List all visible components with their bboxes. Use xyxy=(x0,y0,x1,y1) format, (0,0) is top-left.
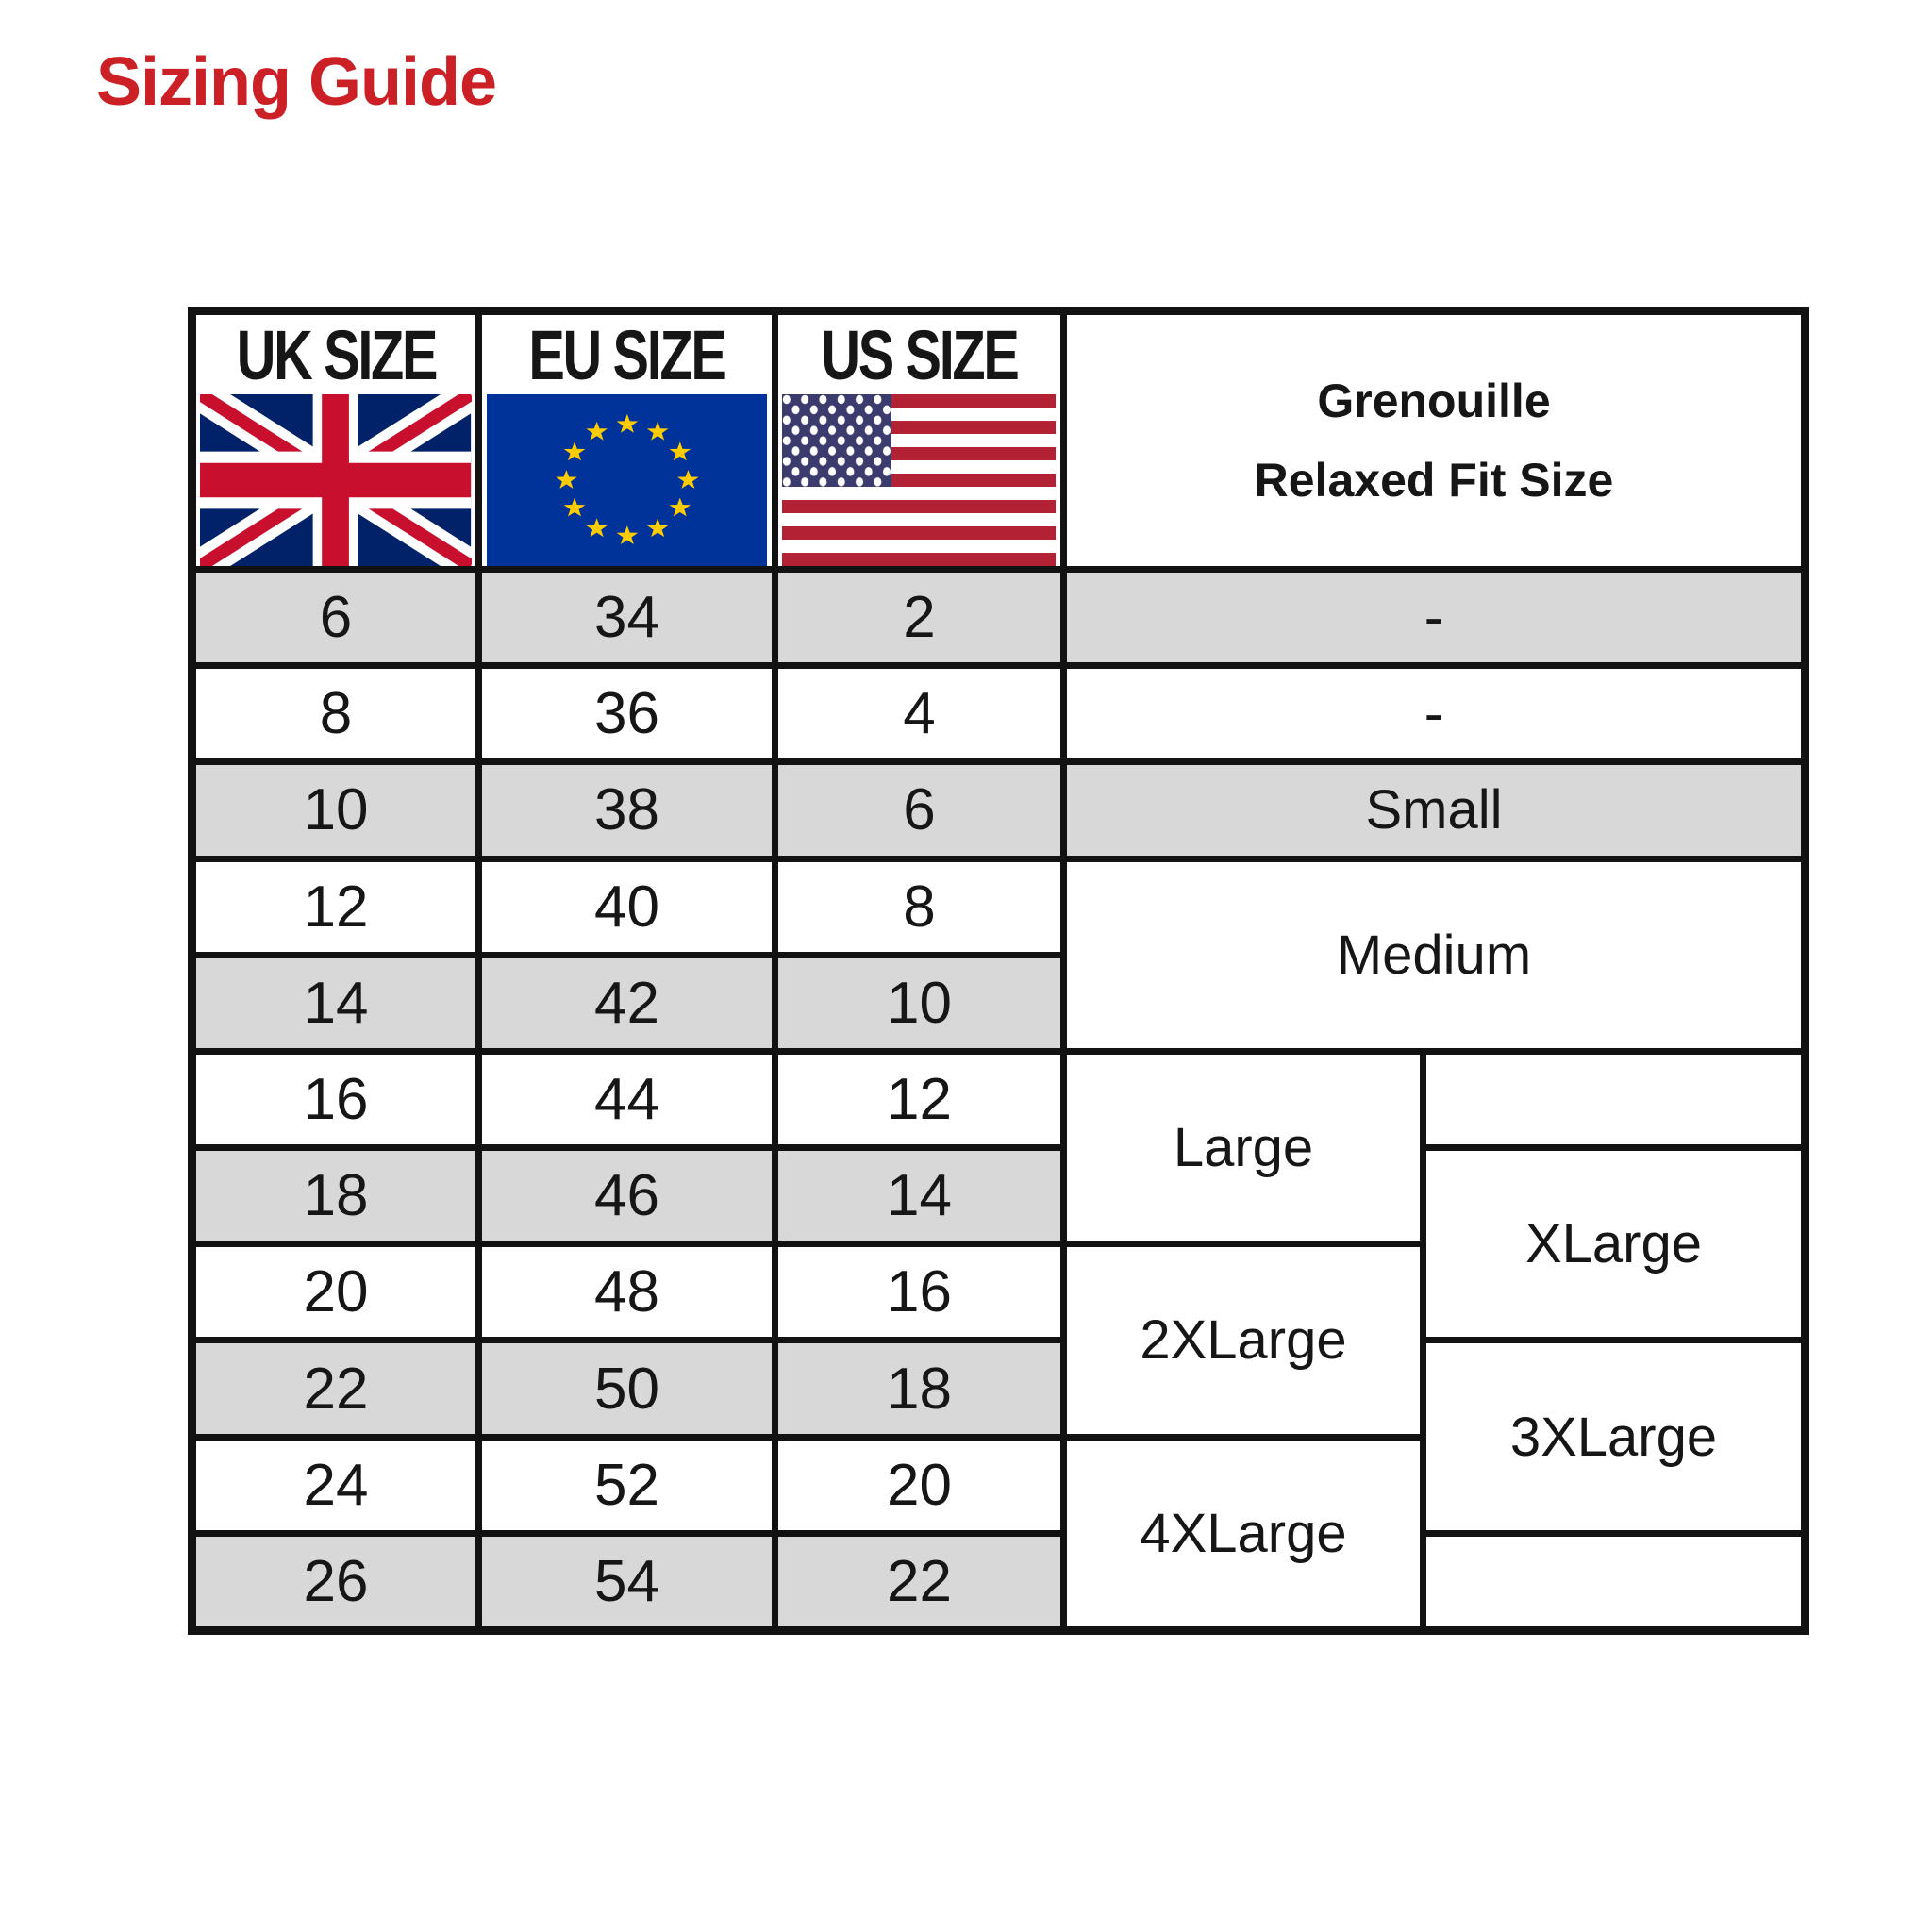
uk-size-cell: 18 xyxy=(196,1151,475,1241)
uk-size-cell: 14 xyxy=(196,958,475,1048)
us-size-cell: 8 xyxy=(778,862,1060,952)
us-size-cell: 16 xyxy=(778,1247,1060,1337)
us-size-header: US SIZE xyxy=(821,316,1018,394)
eu-size-cell: 44 xyxy=(482,1055,772,1144)
eu-size-cell: 54 xyxy=(482,1537,772,1626)
fit-cell-empty-top xyxy=(1426,1055,1801,1144)
uk-size-cell: 10 xyxy=(196,765,475,855)
uk-size-cell: 16 xyxy=(196,1055,475,1144)
header-cell-uk xyxy=(196,315,475,566)
us-size-cell: 14 xyxy=(778,1151,1060,1241)
fit-header-line2: Relaxed Fit Size xyxy=(1254,454,1614,507)
fit-cell-2xlarge: 2XLarge xyxy=(1067,1247,1420,1433)
fit-cell-medium: Medium xyxy=(1067,862,1801,1048)
eu-size-cell: 50 xyxy=(482,1343,772,1433)
uk-size-cell: 8 xyxy=(196,669,475,758)
page-title: Sizing Guide xyxy=(96,44,497,120)
uk-size-header: UK SIZE xyxy=(236,316,436,394)
uk-size-cell: 12 xyxy=(196,862,475,952)
us-size-cell: 20 xyxy=(778,1441,1060,1530)
eu-size-cell: 38 xyxy=(482,765,772,855)
uk-size-cell: 22 xyxy=(196,1343,475,1433)
us-size-cell: 18 xyxy=(778,1343,1060,1433)
header-cell-us xyxy=(778,315,1060,566)
us-size-cell: 10 xyxy=(778,958,1060,1048)
header-cell-eu xyxy=(482,315,772,566)
eu-size-cell: 36 xyxy=(482,669,772,758)
eu-size-cell: 52 xyxy=(482,1441,772,1530)
fit-header-line1: Grenouille xyxy=(1317,375,1551,427)
us-size-cell: 22 xyxy=(778,1537,1060,1626)
us-size-cell: 6 xyxy=(778,765,1060,855)
eu-flag-icon xyxy=(487,394,768,566)
uk-size-cell: 20 xyxy=(196,1247,475,1337)
fit-cell-large: Large xyxy=(1067,1055,1420,1241)
uk-size-cell: 26 xyxy=(196,1537,475,1626)
us-flag-icon xyxy=(782,394,1056,566)
fit-cell-4xlarge: 4XLarge xyxy=(1067,1441,1420,1626)
sizing-table xyxy=(188,307,1809,1635)
us-size-cell: 12 xyxy=(778,1055,1060,1144)
eu-size-cell: 48 xyxy=(482,1247,772,1337)
eu-size-header: EU SIZE xyxy=(528,316,725,394)
header-cell-fit xyxy=(1067,315,1801,566)
fit-cell-empty-bottom xyxy=(1426,1537,1801,1626)
us-size-cell: 2 xyxy=(778,573,1060,662)
fit-cell-dash-1: - xyxy=(1067,573,1801,662)
uk-size-cell: 24 xyxy=(196,1441,475,1530)
us-size-cell: 4 xyxy=(778,669,1060,758)
eu-size-cell: 34 xyxy=(482,573,772,662)
uk-size-cell: 6 xyxy=(196,573,475,662)
uk-flag-icon xyxy=(200,394,471,566)
fit-cell-dash-2: - xyxy=(1067,669,1801,758)
fit-cell-3xlarge: 3XLarge xyxy=(1426,1343,1801,1529)
eu-size-cell: 42 xyxy=(482,958,772,1048)
fit-cell-small: Small xyxy=(1067,765,1801,855)
eu-size-cell: 40 xyxy=(482,862,772,952)
fit-cell-xlarge: XLarge xyxy=(1426,1151,1801,1337)
eu-size-cell: 46 xyxy=(482,1151,772,1241)
